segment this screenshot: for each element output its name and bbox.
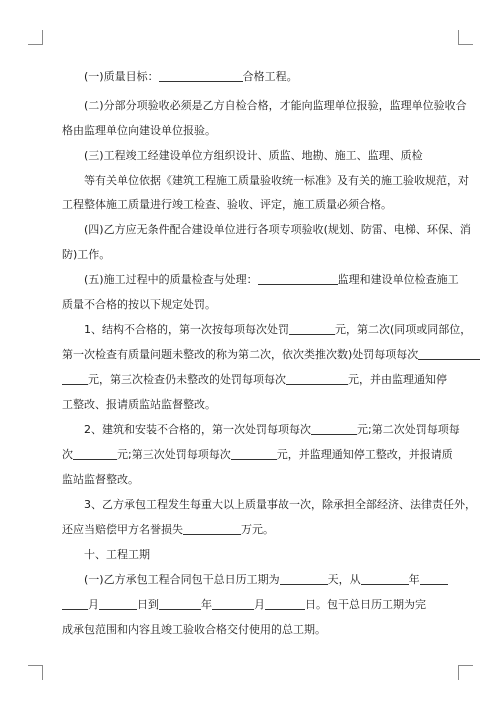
text: 年 xyxy=(408,573,420,586)
paragraph-line xyxy=(62,598,442,612)
fill-blank xyxy=(231,448,277,460)
fill-blank xyxy=(62,373,88,385)
text: 第一次检查有质量问题未整改的称为第二次，依次类推次数)处罚每项每次 xyxy=(62,348,419,361)
fill-blank xyxy=(258,273,338,285)
fill-blank xyxy=(159,598,201,610)
crop-mark-bottom-left xyxy=(28,665,43,680)
paragraph-line xyxy=(62,448,453,462)
paragraph-line xyxy=(62,423,464,437)
paragraph-line: 等有关单位依据《建筑工程施工质量验收统一标准》及有关的施工验收规范，对 xyxy=(84,174,469,187)
text: 元，第三次检查仍未整改的处罚每项每次 xyxy=(88,373,286,386)
text: 日到 xyxy=(137,598,159,611)
text: 月 xyxy=(88,598,99,611)
paragraph-line: 工整改、报请质监站监督整改。 xyxy=(62,398,216,411)
text: 元;第二次处罚每项每 xyxy=(357,423,460,436)
text: 监理和建设单位检查施工 xyxy=(337,273,459,286)
paragraph-line: 防)工作。 xyxy=(62,248,111,261)
fill-blank xyxy=(280,573,328,585)
fill-blank xyxy=(361,573,409,585)
text: 次 xyxy=(62,448,73,461)
text: (五)施工过程中的质量检查与处理： xyxy=(84,273,258,286)
paragraph-line: 质量不合格的按以下规定处罚。 xyxy=(62,298,216,311)
text: 合格工程。 xyxy=(242,70,298,83)
fill-blank xyxy=(289,323,335,335)
crop-mark-top-left xyxy=(28,30,43,45)
section-heading: 十、工程工期 xyxy=(84,548,150,561)
paragraph-line: 3、乙方承包工程发生每重大以上质量事故一次，除承担全部经济、法律责任外， xyxy=(84,498,476,511)
text: 还应当赔偿甲方名誉损失 xyxy=(62,523,183,536)
paragraph-line xyxy=(62,323,472,337)
paragraph-line: (三)工程竣工经建设单位方组织设计、质监、地勘、施工、监理、质检 xyxy=(84,149,423,162)
fill-blank xyxy=(99,598,137,610)
paragraph-line: (二)分部分项验收必须是乙方自检合格，才能向监理单位报验，监理单位验收合 xyxy=(84,99,467,112)
paragraph-line: (四)乙方应无条件配合建设单位进行各项专项验收(规划、防雷、电梯、环保、消 xyxy=(84,223,471,236)
fill-blank xyxy=(286,373,348,385)
text: 万元。 xyxy=(241,523,274,536)
crop-mark-bottom-right xyxy=(458,665,473,680)
text: 1、结构不合格的，第一次按每项每次处罚 xyxy=(84,323,289,336)
fill-blank xyxy=(73,448,117,460)
text: 元，并监理通知停工整改，并报请质 xyxy=(276,448,453,461)
fill-blank xyxy=(311,423,357,435)
paragraph-line xyxy=(62,373,447,387)
crop-mark-top-right xyxy=(458,30,473,45)
text: 天，从 xyxy=(327,573,361,586)
paragraph-quality-goal xyxy=(62,70,464,84)
paragraph-line: 工程整体施工质量进行竣工检查、验收、评定，施工质量必须合格。 xyxy=(62,198,392,211)
text: 元，并由监理通知停 xyxy=(348,373,447,386)
fill-blank xyxy=(420,573,448,585)
text: 月 xyxy=(254,598,265,611)
paragraph-line xyxy=(62,348,442,362)
fill-blank xyxy=(159,70,243,82)
text: 2、建筑和安装不合格的，第一次处罚每项每次 xyxy=(84,423,311,436)
paragraph-line: 格由监理单位向建设单位报验。 xyxy=(62,124,216,137)
fill-blank xyxy=(183,523,241,535)
text: 日。包干总日历工期为完 xyxy=(305,598,426,611)
fill-blank xyxy=(62,598,88,610)
fill-blank xyxy=(418,348,480,360)
text: 元;第三次处罚每项每次 xyxy=(117,448,231,461)
paragraph-line xyxy=(62,573,464,587)
text: 元，第二次(同项或同部位， xyxy=(335,323,472,336)
text: (一)乙方承包工程合同包干总日历工期为 xyxy=(84,573,280,586)
paragraph-quality-check xyxy=(62,273,464,287)
text: (一)质量目标： xyxy=(84,70,159,83)
fill-blank xyxy=(212,598,254,610)
fill-blank xyxy=(265,598,305,610)
paragraph-line xyxy=(62,523,442,537)
paragraph-line: 监站监督整改。 xyxy=(62,473,139,486)
paragraph-line: 成承包范围和内容且竣工验收合格交付使用的总工期。 xyxy=(62,623,326,636)
text: 年 xyxy=(201,598,212,611)
